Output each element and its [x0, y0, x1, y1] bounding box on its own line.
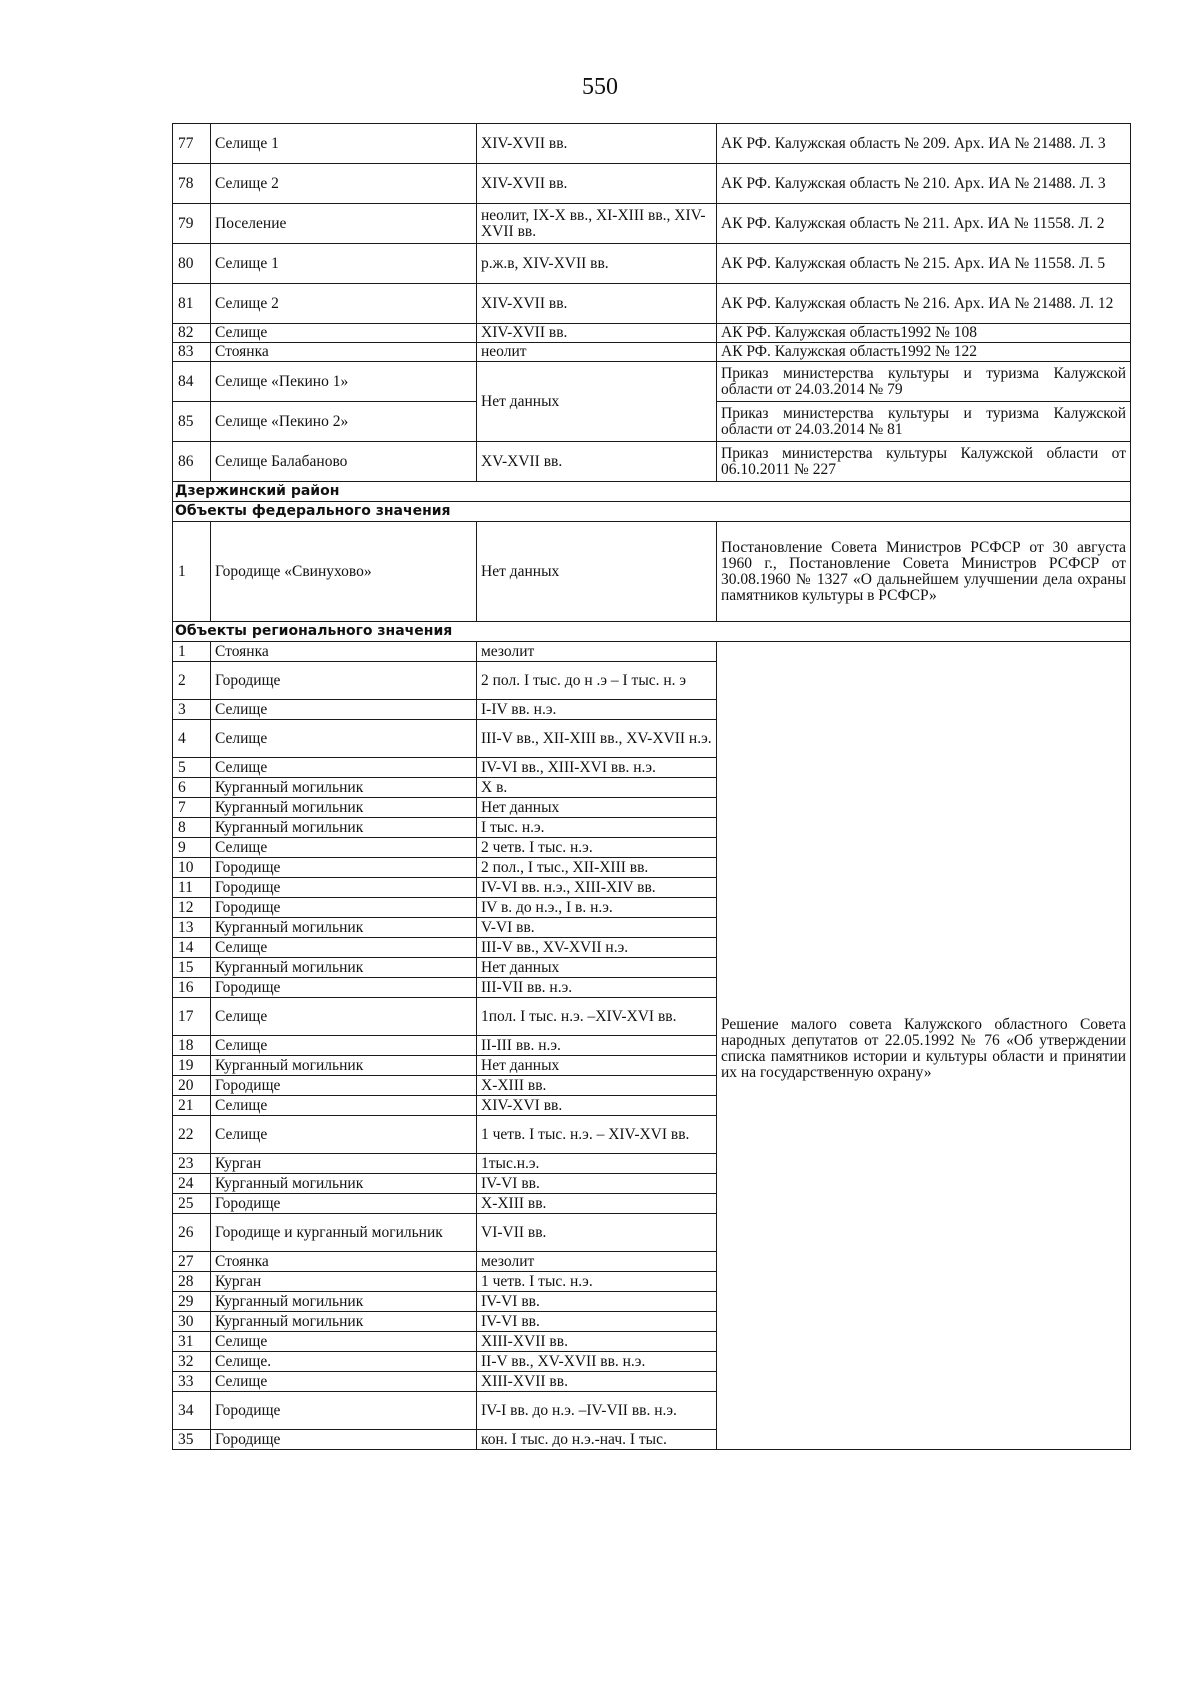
row-number: 17	[173, 998, 211, 1036]
monument-date: X в.	[477, 778, 717, 798]
monument-date: IV-VI вв. н.э., XIII-XIV вв.	[477, 878, 717, 898]
monument-date: неолит	[477, 343, 717, 362]
row-number: 28	[173, 1272, 211, 1292]
row-number: 85	[173, 402, 211, 442]
monument-name: Курганный могильник	[211, 1312, 477, 1332]
row-number: 23	[173, 1154, 211, 1174]
monument-date: Нет данных	[477, 522, 717, 622]
protection-document: Постановление Совета Министров РСФСР от 30 августа 1960 г., Постановление Совета Министров РСФСР от 30.08.1960 № 1327 «О дальнейшем улучшении дела охраны памятников культуры в РСФСР»	[717, 522, 1131, 622]
monument-name: Селище 1	[211, 244, 477, 284]
row-number: 12	[173, 898, 211, 918]
monument-date: IV-VI вв., XIII-XVI вв. н.э.	[477, 758, 717, 778]
federal-heading: Объекты федерального значения	[173, 502, 1131, 522]
monument-name: Селище 2	[211, 164, 477, 204]
monument-name: Городище	[211, 1430, 477, 1450]
row-number: 15	[173, 958, 211, 978]
table-row	[173, 244, 1131, 284]
row-number: 24	[173, 1174, 211, 1194]
monument-date: Нет данных	[477, 798, 717, 818]
table-row	[173, 442, 1131, 482]
monument-name: Селище	[211, 938, 477, 958]
monuments-table-body	[173, 124, 1131, 1450]
monument-date: VI-VII вв.	[477, 1214, 717, 1252]
row-number: 1	[173, 522, 211, 622]
monument-date: IV-VI вв.	[477, 1174, 717, 1194]
row-number: 33	[173, 1372, 211, 1392]
monument-name: Селище Балабаново	[211, 442, 477, 482]
monument-name: Городище «Свинухово»	[211, 522, 477, 622]
row-number: 26	[173, 1214, 211, 1252]
monument-date: III-V вв., XV-XVII н.э.	[477, 938, 717, 958]
monument-name: Курган	[211, 1272, 477, 1292]
monument-date: мезолит	[477, 1252, 717, 1272]
monument-name: Стоянка	[211, 343, 477, 362]
table-row	[173, 324, 1131, 343]
row-number: 78	[173, 164, 211, 204]
monument-date: I тыс. н.э.	[477, 818, 717, 838]
table-row	[173, 164, 1131, 204]
protection-document: Приказ министерства культуры и туризма Калужской области от 24.03.2014 № 79	[717, 362, 1131, 402]
monument-name: Городище	[211, 878, 477, 898]
monument-date: неолит, IX-X вв., XI-XIII вв., XIV-XVII вв.	[477, 204, 717, 244]
row-number: 5	[173, 758, 211, 778]
monument-date: X-XIII вв.	[477, 1076, 717, 1096]
row-number: 1	[173, 642, 211, 662]
monument-date: р.ж.в, XIV-XVII вв.	[477, 244, 717, 284]
monument-date: кон. I тыс. до н.э.-нач. I тыс.	[477, 1430, 717, 1450]
monument-name: Городище	[211, 1076, 477, 1096]
row-number: 16	[173, 978, 211, 998]
monument-date: XV-XVII вв.	[477, 442, 717, 482]
section-row	[173, 502, 1131, 522]
monuments-table-container	[172, 123, 1130, 1450]
row-number: 7	[173, 798, 211, 818]
table-row	[173, 284, 1131, 324]
section-row	[173, 622, 1131, 642]
district-heading: Дзержинский район	[173, 482, 1131, 502]
monument-name: Селище	[211, 998, 477, 1036]
row-number: 9	[173, 838, 211, 858]
monument-name: Курганный могильник	[211, 798, 477, 818]
monument-name: Селище 1	[211, 124, 477, 164]
monument-date: XIV-XVII вв.	[477, 124, 717, 164]
row-number: 80	[173, 244, 211, 284]
monument-name: Городище	[211, 978, 477, 998]
monument-name: Курганный могильник	[211, 1056, 477, 1076]
table-row	[173, 642, 1131, 662]
row-number: 14	[173, 938, 211, 958]
table-row	[173, 522, 1131, 622]
monument-date: X-XIII вв.	[477, 1194, 717, 1214]
monument-name: Городище	[211, 1392, 477, 1430]
row-number: 27	[173, 1252, 211, 1272]
row-number: 22	[173, 1116, 211, 1154]
table-row	[173, 204, 1131, 244]
monument-name: Селище	[211, 1332, 477, 1352]
monument-date: IV-VI вв.	[477, 1292, 717, 1312]
monument-name: Селище	[211, 1116, 477, 1154]
monument-date: XIV-XVI вв.	[477, 1096, 717, 1116]
monument-date: 1 четв. I тыс. н.э.	[477, 1272, 717, 1292]
monument-date: I-IV вв. н.э.	[477, 700, 717, 720]
monument-date: XIV-XVII вв.	[477, 284, 717, 324]
row-number: 18	[173, 1036, 211, 1056]
monument-date: IV в. до н.э., I в. н.э.	[477, 898, 717, 918]
monument-name: Стоянка	[211, 642, 477, 662]
monument-date: Нет данных	[477, 958, 717, 978]
table-row	[173, 362, 1131, 402]
table-row	[173, 124, 1131, 164]
monument-date: Нет данных	[477, 1056, 717, 1076]
row-number: 82	[173, 324, 211, 343]
monument-name: Курганный могильник	[211, 778, 477, 798]
monument-date: XIV-XVII вв.	[477, 324, 717, 343]
row-number: 34	[173, 1392, 211, 1430]
protection-document: Приказ министерства культуры Калужской области от 06.10.2011 № 227	[717, 442, 1131, 482]
protection-document: АК РФ. Калужская область № 210. Арх. ИА № 21488. Л. 3	[717, 164, 1131, 204]
row-number: 35	[173, 1430, 211, 1450]
monument-name: Городище	[211, 662, 477, 700]
monument-date: V-VI вв.	[477, 918, 717, 938]
monument-date: 2 пол. I тыс. до н .э – I тыс. н. э	[477, 662, 717, 700]
monument-name: Селище	[211, 1372, 477, 1392]
monument-date: XIII-XVII вв.	[477, 1332, 717, 1352]
protection-document: Решение малого совета Калужского областного Совета народных депутатов от 22.05.1992 № 76 «Об утверждении списка памятников истории и культуры области и принятии их на государственную охрану»	[717, 642, 1131, 1450]
row-number: 29	[173, 1292, 211, 1312]
row-number: 81	[173, 284, 211, 324]
monument-date: IV-I вв. до н.э. –IV-VII вв. н.э.	[477, 1392, 717, 1430]
row-number: 79	[173, 204, 211, 244]
monument-date: 1тыс.н.э.	[477, 1154, 717, 1174]
monument-name: Курганный могильник	[211, 818, 477, 838]
protection-document: АК РФ. Калужская область № 216. Арх. ИА № 21488. Л. 12	[717, 284, 1131, 324]
row-number: 21	[173, 1096, 211, 1116]
monument-date: 1пол. I тыс. н.э. –XIV-XVI вв.	[477, 998, 717, 1036]
monument-name: Городище и курганный могильник	[211, 1214, 477, 1252]
monument-name: Селище «Пекино 1»	[211, 362, 477, 402]
monument-name: Селище	[211, 1096, 477, 1116]
monument-name: Курган	[211, 1154, 477, 1174]
monument-date: III-VII вв. н.э.	[477, 978, 717, 998]
protection-document: АК РФ. Калужская область № 215. Арх. ИА № 11558. Л. 5	[717, 244, 1131, 284]
monument-name: Селище	[211, 324, 477, 343]
monument-date: III-V вв., XII-XIII вв., XV-XVII н.э.	[477, 720, 717, 758]
monuments-table	[172, 123, 1131, 1450]
row-number: 8	[173, 818, 211, 838]
protection-document: Приказ министерства культуры и туризма Калужской области от 24.03.2014 № 81	[717, 402, 1131, 442]
row-number: 30	[173, 1312, 211, 1332]
monument-date: Нет данных	[477, 362, 717, 442]
monument-date: 1 четв. I тыс. н.э. – XIV-XVI вв.	[477, 1116, 717, 1154]
row-number: 31	[173, 1332, 211, 1352]
row-number: 11	[173, 878, 211, 898]
row-number: 19	[173, 1056, 211, 1076]
regional-heading: Объекты регионального значения	[173, 622, 1131, 642]
monument-name: Городище	[211, 898, 477, 918]
monument-name: Городище	[211, 858, 477, 878]
section-row	[173, 482, 1131, 502]
row-number: 77	[173, 124, 211, 164]
monument-name: Городище	[211, 1194, 477, 1214]
monument-name: Курганный могильник	[211, 1292, 477, 1312]
monument-name: Селище	[211, 1036, 477, 1056]
monument-date: II-III вв. н.э.	[477, 1036, 717, 1056]
monument-date: мезолит	[477, 642, 717, 662]
monument-name: Курганный могильник	[211, 1174, 477, 1194]
row-number: 3	[173, 700, 211, 720]
monument-date: 2 пол., I тыс., XII-XIII вв.	[477, 858, 717, 878]
monument-name: Селище	[211, 700, 477, 720]
protection-document: АК РФ. Калужская область № 211. Арх. ИА № 11558. Л. 2	[717, 204, 1131, 244]
row-number: 86	[173, 442, 211, 482]
monument-date: XIII-XVII вв.	[477, 1372, 717, 1392]
row-number: 32	[173, 1352, 211, 1372]
monument-name: Курганный могильник	[211, 918, 477, 938]
row-number: 84	[173, 362, 211, 402]
protection-document: АК РФ. Калужская область1992 № 122	[717, 343, 1131, 362]
monument-date: IV-VI вв.	[477, 1312, 717, 1332]
row-number: 4	[173, 720, 211, 758]
monument-name: Поселение	[211, 204, 477, 244]
table-row	[173, 343, 1131, 362]
monument-name: Селище.	[211, 1352, 477, 1372]
row-number: 25	[173, 1194, 211, 1214]
row-number: 20	[173, 1076, 211, 1096]
monument-name: Селище	[211, 758, 477, 778]
monument-name: Селище «Пекино 2»	[211, 402, 477, 442]
row-number: 2	[173, 662, 211, 700]
protection-document: АК РФ. Калужская область1992 № 108	[717, 324, 1131, 343]
monument-date: II-V вв., XV-XVII вв. н.э.	[477, 1352, 717, 1372]
page-number: 550	[582, 74, 618, 100]
monument-name: Стоянка	[211, 1252, 477, 1272]
row-number: 13	[173, 918, 211, 938]
monument-name: Курганный могильник	[211, 958, 477, 978]
monument-name: Селище	[211, 720, 477, 758]
monument-name: Селище	[211, 838, 477, 858]
monument-name: Селище 2	[211, 284, 477, 324]
row-number: 83	[173, 343, 211, 362]
protection-document: АК РФ. Калужская область № 209. Арх. ИА № 21488. Л. 3	[717, 124, 1131, 164]
row-number: 6	[173, 778, 211, 798]
row-number: 10	[173, 858, 211, 878]
monument-date: XIV-XVII вв.	[477, 164, 717, 204]
monument-date: 2 четв. I тыс. н.э.	[477, 838, 717, 858]
